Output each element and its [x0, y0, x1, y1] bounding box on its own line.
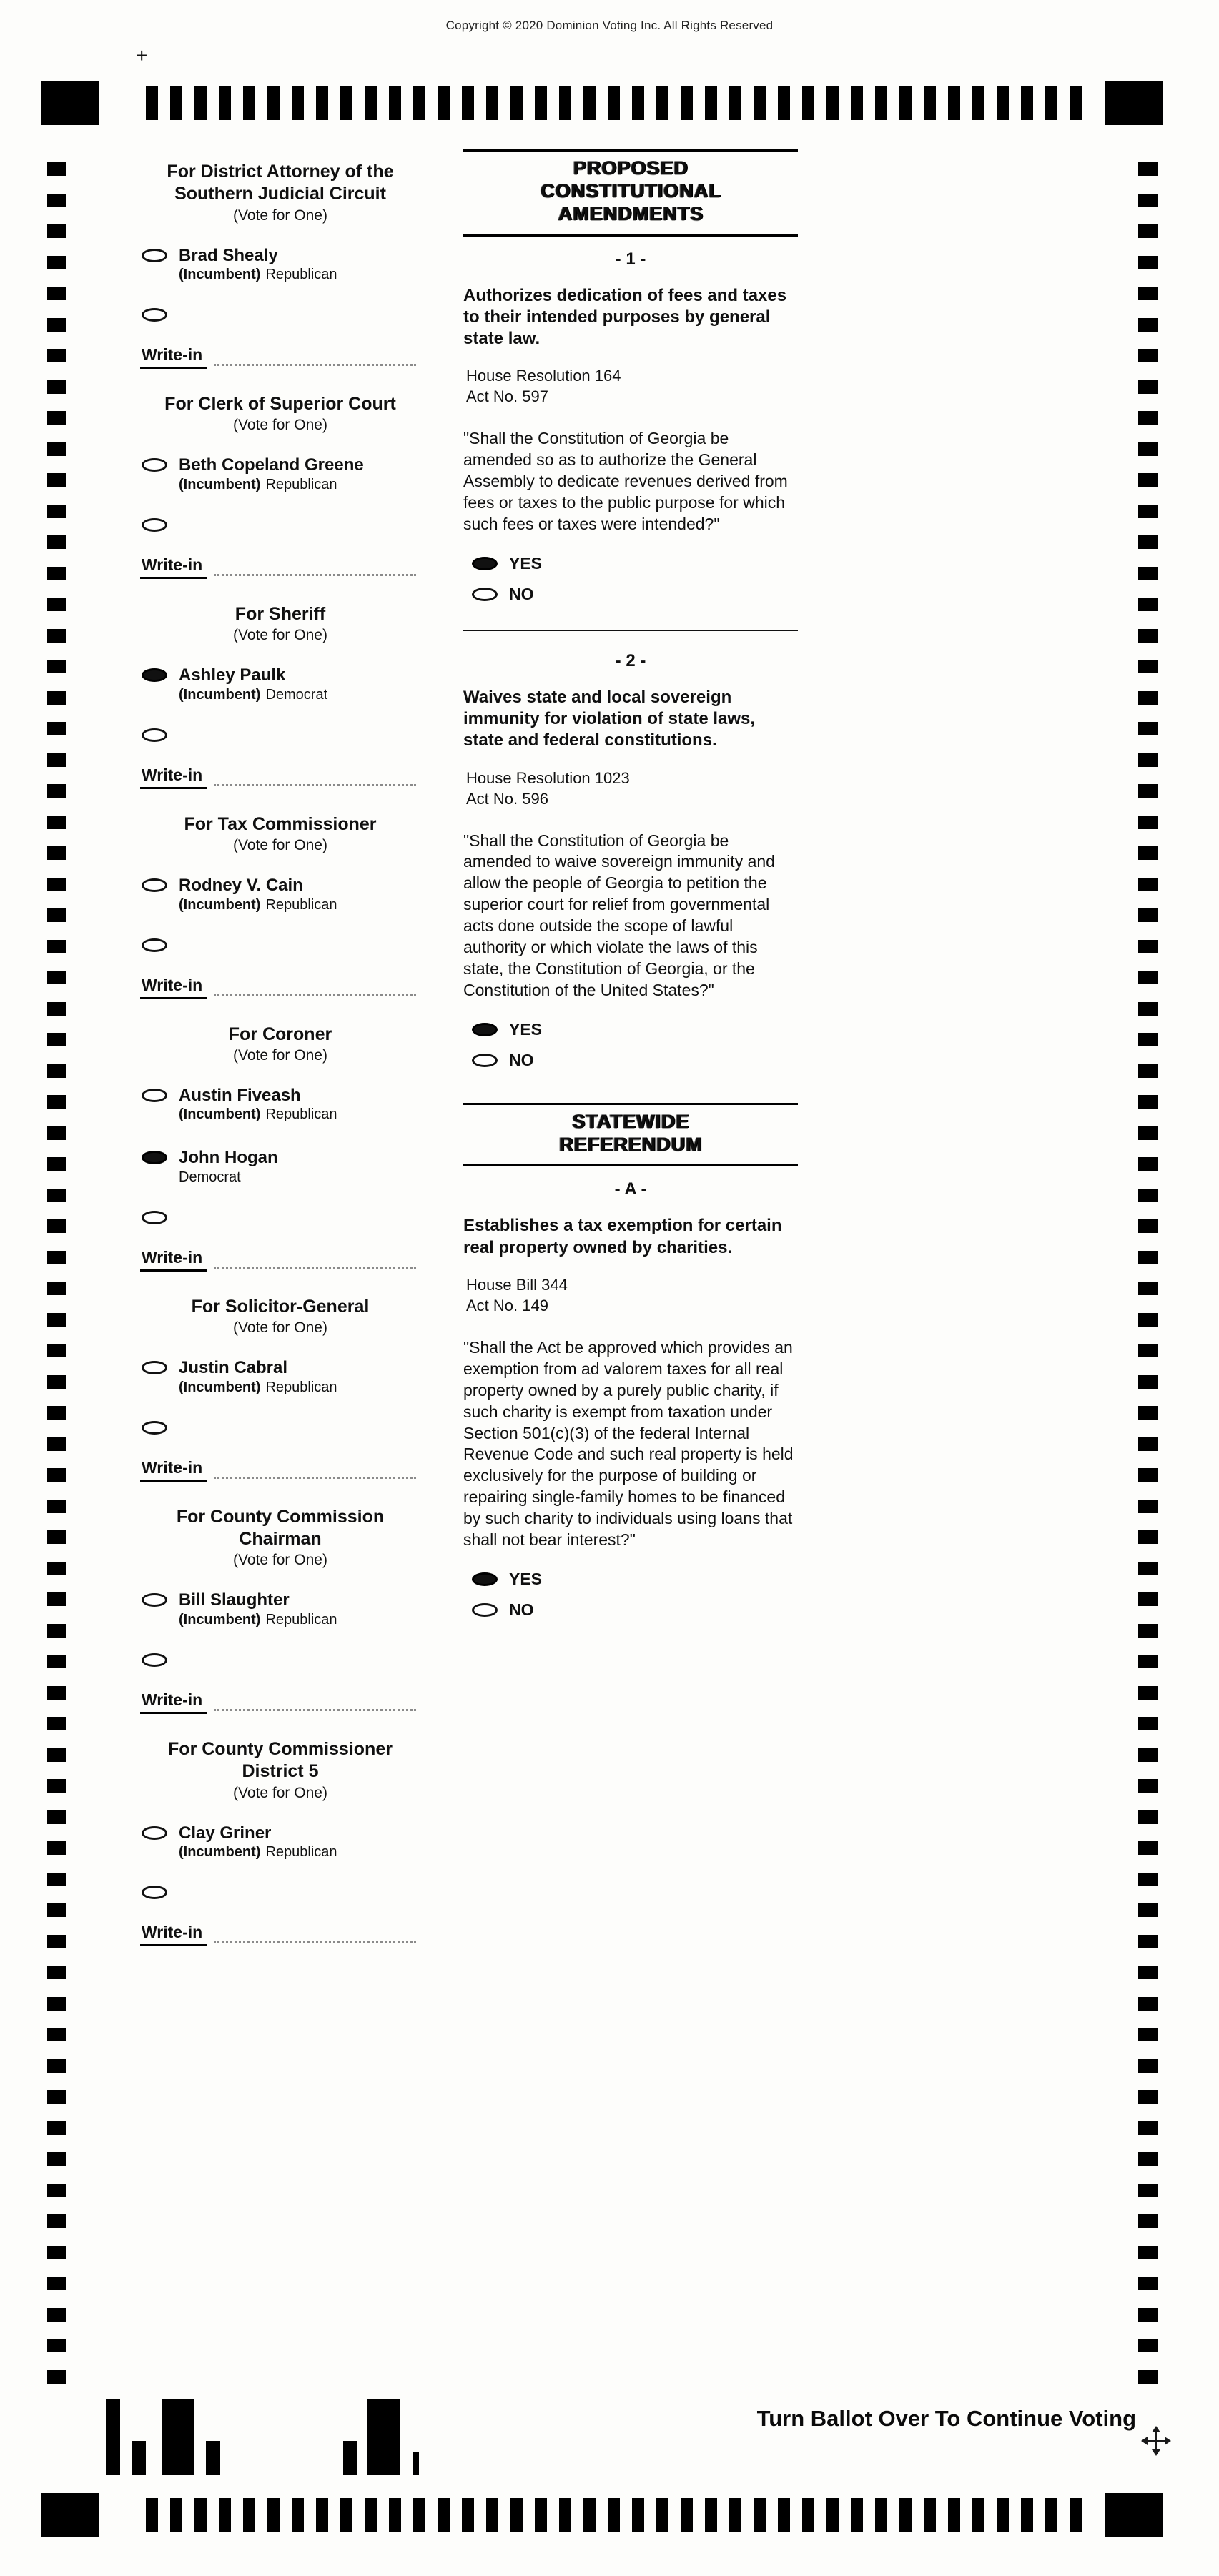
candidate-list: [140, 876, 420, 914]
candidate-detail: [179, 685, 327, 704]
vote-oval[interactable]: [142, 1826, 167, 1840]
contest-instruction: (Vote for One): [233, 1784, 327, 1801]
candidate-text: [179, 876, 337, 914]
vote-oval-filled[interactable]: [142, 1151, 167, 1164]
write-in-line[interactable]: [214, 1709, 416, 1711]
candidate-option: [140, 1148, 420, 1187]
write-in-row: [140, 555, 420, 579]
write-in-oval[interactable]: [142, 728, 167, 742]
choice-label: YES: [509, 1019, 543, 1039]
write-in-line[interactable]: [214, 784, 416, 786]
candidate-name: Austin Fiveash: [179, 1085, 301, 1105]
candidate-name: Bill Slaughter: [179, 1590, 290, 1610]
timing-bar-row: [146, 86, 1082, 120]
measure-section: [463, 149, 798, 1091]
measure-list: [463, 249, 798, 1091]
candidate-text: [179, 1590, 337, 1629]
write-in-row: [140, 1690, 420, 1714]
measure-summary: Authorizes dedication of fees and taxes to their intended purposes by general state law.: [463, 285, 787, 349]
candidate-name: Brad Shealy: [179, 245, 278, 265]
candidate-party: Republican: [265, 1612, 337, 1628]
candidate-name: Clay Griner: [179, 1823, 272, 1843]
registration-plus-mark: +: [136, 44, 148, 66]
write-in-label: Write-in: [140, 976, 207, 999]
candidate-option: [140, 1358, 420, 1397]
measure-choice: [463, 1020, 798, 1039]
write-in-label: Write-in: [140, 766, 207, 789]
candidate-option: [140, 876, 420, 914]
contest-title: For Tax Commissioner: [184, 813, 377, 834]
choice-list: [463, 1570, 798, 1620]
candidate-name: Justin Cabral: [179, 1358, 288, 1378]
write-in-oval[interactable]: [142, 938, 167, 952]
write-in-oval[interactable]: [142, 518, 167, 532]
measure-references: House Resolution 164 Act No. 597: [466, 367, 621, 406]
candidate-party: Republican: [265, 476, 337, 492]
write-in-oval-row: [140, 1421, 420, 1438]
write-in-line[interactable]: [214, 1267, 416, 1269]
candidate-option: [140, 1823, 420, 1862]
contest: [140, 161, 420, 369]
measure-number: - 1 -: [615, 249, 646, 269]
contest-title: For District Attorney of the Southern Judicial Circuit: [167, 162, 394, 204]
candidate-detail: [179, 1843, 337, 1861]
candidate-party: Republican: [265, 1379, 337, 1395]
contest-title: For County Commission Chairman: [176, 1506, 385, 1550]
timing-corner-block: [41, 81, 99, 125]
measure-choice: [463, 585, 798, 604]
vote-oval[interactable]: [472, 1603, 498, 1617]
candidate-detail: [179, 1610, 337, 1629]
ballot-measure: [463, 630, 798, 1091]
candidate-detail: [179, 1378, 337, 1397]
contest: [140, 1024, 420, 1272]
write-in-row: [140, 1923, 420, 1946]
measure-section: [463, 1103, 798, 1641]
contest-title: For Coroner: [228, 1024, 332, 1044]
contest-instruction: (Vote for One): [233, 837, 327, 854]
contest: [140, 393, 420, 579]
candidate-text: [179, 1823, 337, 1862]
registration-compass-icon: [1140, 2424, 1173, 2457]
candidate-option: [140, 1086, 420, 1124]
contest-title: For Solicitor-General: [191, 1297, 370, 1317]
write-in-label: Write-in: [140, 1923, 207, 1946]
candidate-list: [140, 665, 420, 704]
candidate-text: [179, 455, 364, 494]
candidate-name: Rodney V. Cain: [179, 876, 303, 896]
write-in-oval[interactable]: [142, 1886, 167, 1899]
candidate-party: Republican: [265, 1844, 337, 1861]
write-in-label: Write-in: [140, 345, 207, 369]
candidate-list: [140, 455, 420, 494]
choice-list: [463, 1020, 798, 1070]
measure-references: House Resolution 1023 Act No. 596: [466, 768, 630, 808]
timing-marks-bottom: [0, 2493, 1219, 2539]
timing-corner-block: [1105, 2493, 1163, 2537]
measure-question: "Shall the Act be approved which provides an exemption from ad valorem taxes for all real property owned by a purely public charity, if such charity is exempt from taxation under Section 501(c)(3) of the federal Internal Revenue Code and such real property is held exclusively for the purpose of building or repairing single-family homes to be financed by such charity to individuals using loans that shall not bear interest?": [463, 1337, 794, 1549]
write-in-oval-row: [140, 1653, 420, 1670]
ballot-measure: [463, 249, 798, 625]
write-in-label: Write-in: [140, 555, 207, 579]
choice-label: YES: [509, 1569, 543, 1588]
measure-number: - A -: [614, 1179, 647, 1199]
left-column-contests: [140, 161, 420, 1971]
candidate-list: [140, 246, 420, 284]
contest-instruction: (Vote for One): [233, 627, 327, 644]
candidate-option: [140, 1590, 420, 1629]
timing-corner-block: [1105, 81, 1163, 125]
candidate-incumbent: (Incumbent): [179, 896, 261, 913]
write-in-row: [140, 1458, 420, 1482]
candidate-incumbent: (Incumbent): [179, 267, 261, 283]
write-in-oval[interactable]: [142, 1653, 167, 1667]
vote-oval-filled[interactable]: [142, 668, 167, 682]
timing-corner-block: [41, 2493, 99, 2537]
candidate-text: [179, 665, 327, 704]
measure-choice: [463, 1051, 798, 1070]
measure-summary: Waives state and local sovereign immunity for violation of state laws, state and federal constitutions.: [463, 687, 756, 750]
candidate-incumbent: (Incumbent): [179, 1379, 261, 1395]
write-in-line[interactable]: [214, 1941, 416, 1943]
contest: [140, 1738, 420, 1946]
write-in-oval[interactable]: [142, 1421, 167, 1435]
choice-label: NO: [509, 1600, 534, 1619]
candidate-option: [140, 455, 420, 494]
write-in-oval-row: [140, 518, 420, 535]
ballot-measure: [463, 1179, 798, 1640]
candidate-list: [140, 1823, 420, 1862]
write-in-line[interactable]: [214, 1477, 416, 1479]
contest-instruction: (Vote for One): [233, 1552, 327, 1569]
candidate-name: Beth Copeland Greene: [179, 455, 364, 475]
write-in-row: [140, 345, 420, 369]
section-header: PROPOSED CONSTITUTIONAL AMENDMENTS: [463, 149, 798, 237]
vote-oval-filled[interactable]: [472, 557, 498, 570]
timing-marks-left: [47, 162, 66, 2384]
candidate-party: Republican: [265, 896, 337, 913]
contest: [140, 1296, 420, 1482]
contest-title: For Sheriff: [235, 603, 326, 624]
candidate-option: [140, 665, 420, 704]
contest-title: For Clerk of Superior Court: [164, 394, 396, 415]
measure-references: House Bill 344 Act No. 149: [466, 1275, 568, 1314]
candidate-text: [179, 246, 337, 284]
candidate-name: John Hogan: [179, 1148, 278, 1168]
section-header: STATEWIDE REFERENDUM: [463, 1103, 798, 1167]
choice-label: NO: [509, 584, 534, 603]
contest-instruction: (Vote for One): [233, 1046, 327, 1064]
ballot-barcode: [106, 2399, 435, 2475]
write-in-line[interactable]: [214, 574, 416, 576]
candidate-text: [179, 1086, 337, 1124]
write-in-label: Write-in: [140, 1690, 207, 1714]
write-in-row: [140, 766, 420, 789]
candidate-detail: [179, 475, 364, 494]
write-in-oval-row: [140, 308, 420, 325]
measure-choice: [463, 554, 798, 573]
vote-oval[interactable]: [142, 249, 167, 262]
write-in-label: Write-in: [140, 1248, 207, 1272]
candidate-incumbent: (Incumbent): [179, 1844, 261, 1861]
candidate-party: Democrat: [179, 1169, 241, 1186]
write-in-oval-row: [140, 1211, 420, 1228]
contest: [140, 1506, 420, 1714]
candidate-incumbent: (Incumbent): [179, 686, 261, 703]
measure-number: - 2 -: [615, 650, 646, 670]
choice-label: YES: [509, 553, 543, 573]
candidate-party: Republican: [265, 1106, 337, 1123]
right-column-measures: [463, 149, 798, 1641]
candidate-party: Republican: [265, 267, 337, 283]
candidate-text: [179, 1148, 278, 1187]
write-in-row: [140, 1248, 420, 1272]
timing-marks-top: [0, 81, 1219, 127]
measure-question: "Shall the Constitution of Georgia be amended so as to authorize the General Assembly to dedicate revenues derived from fees or taxes to the public purpose for which such fees or taxes were intended?": [463, 429, 788, 533]
contest-title: For County Commissioner District 5: [168, 1739, 393, 1782]
candidate-list: [140, 1358, 420, 1397]
choice-list: [463, 554, 798, 604]
vote-oval[interactable]: [472, 588, 498, 601]
copyright-line: Copyright © 2020 Dominion Voting Inc. All Rights Reserved: [445, 19, 774, 32]
write-in-row: [140, 976, 420, 999]
candidate-incumbent: (Incumbent): [179, 1612, 261, 1628]
timing-bar-row: [146, 2498, 1082, 2532]
vote-oval[interactable]: [142, 458, 167, 472]
contest-instruction: (Vote for One): [233, 207, 327, 224]
vote-oval[interactable]: [472, 1054, 498, 1067]
choice-label: NO: [509, 1050, 534, 1069]
timing-marks-right: [1138, 162, 1158, 2384]
contest: [140, 603, 420, 789]
candidate-incumbent: (Incumbent): [179, 1106, 261, 1123]
write-in-label: Write-in: [140, 1458, 207, 1482]
candidate-list: [140, 1086, 420, 1187]
candidate-detail: [179, 1168, 278, 1187]
contest-instruction: (Vote for One): [233, 1319, 327, 1337]
measure-question: "Shall the Constitution of Georgia be amended to waive sovereign immunity and allow the people of Georgia to petition the superior court for relief from governmental acts done outside the scope of lawful authority or which violate the laws of this state, the Constitution of Georgia, or the Constitution of the United States?": [463, 831, 775, 999]
candidate-name: Ashley Paulk: [179, 665, 286, 685]
vote-oval-filled[interactable]: [472, 1572, 498, 1586]
candidate-incumbent: (Incumbent): [179, 476, 261, 492]
vote-oval[interactable]: [142, 1593, 167, 1607]
measure-choice: [463, 1600, 798, 1620]
vote-oval[interactable]: [142, 1361, 167, 1374]
turn-ballot-instruction: Turn Ballot Over To Continue Voting: [756, 2406, 1136, 2431]
contest-instruction: (Vote for One): [233, 417, 327, 434]
write-in-oval-row: [140, 728, 420, 745]
write-in-oval[interactable]: [142, 1211, 167, 1224]
candidate-text: [179, 1358, 337, 1397]
candidate-detail: [179, 1105, 337, 1124]
candidate-party: Democrat: [265, 686, 328, 703]
contest: [140, 813, 420, 999]
measure-list: [463, 1179, 798, 1640]
vote-oval-filled[interactable]: [472, 1023, 498, 1036]
write-in-line[interactable]: [214, 994, 416, 996]
write-in-oval-row: [140, 1886, 420, 1903]
vote-oval[interactable]: [142, 878, 167, 892]
candidate-detail: [179, 265, 337, 284]
write-in-oval[interactable]: [142, 308, 167, 322]
candidate-list: [140, 1590, 420, 1629]
candidate-detail: [179, 896, 337, 914]
write-in-line[interactable]: [214, 364, 416, 366]
measure-summary: Establishes a tax exemption for certain real property owned by charities.: [463, 1216, 782, 1257]
candidate-option: [140, 246, 420, 284]
vote-oval[interactable]: [142, 1089, 167, 1102]
write-in-oval-row: [140, 938, 420, 956]
measure-choice: [463, 1570, 798, 1589]
